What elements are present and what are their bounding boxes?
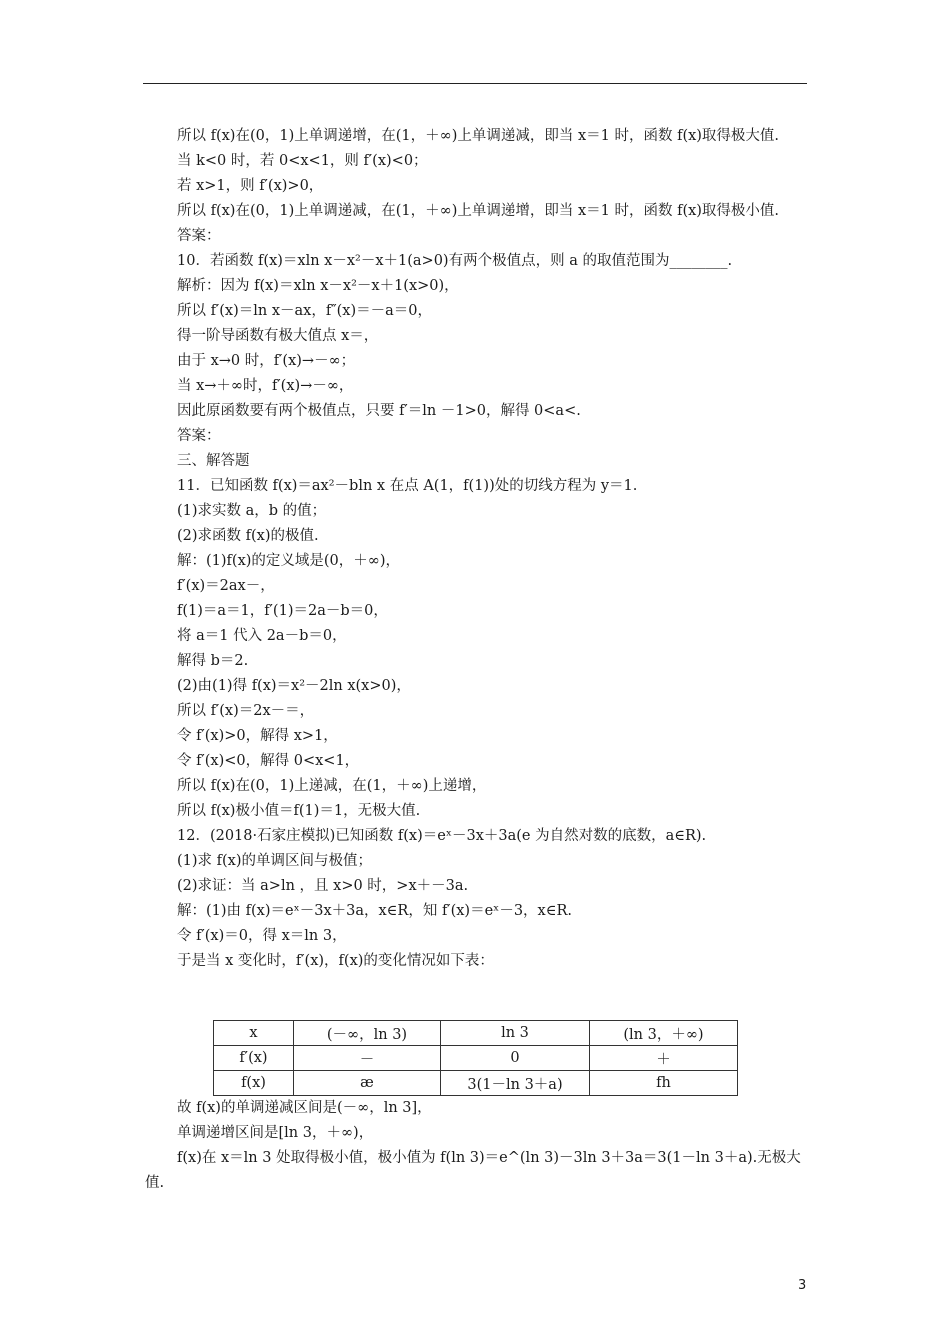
text-line: (2)求证：当 a>ln ，且 x>0 时，>x＋－3a. xyxy=(177,878,469,894)
text-line: f′(x)＝2ax－， xyxy=(177,578,275,594)
table-cell: － xyxy=(294,1046,441,1071)
text-line: 于是当 x 变化时，f′(x)，f(x)的变化情况如下表： xyxy=(177,953,494,969)
text-line: 答案： xyxy=(177,228,221,244)
solution-text-top xyxy=(145,124,810,974)
text-line: (1)求 f(x)的单调区间与极值； xyxy=(177,853,373,869)
text-line: 所以 f(x)在(0，1)上单调递增，在(1，＋∞)上单调递减，即当 x＝1 时，函数 f(x)取得极大值. xyxy=(177,128,780,144)
text-line: 得一阶导函数有极大值点 x＝， xyxy=(177,328,379,344)
text-line: 10．若函数 f(x)＝xln x－x²－x＋1(a>0)有两个极值点，则 a 的取值范围为________. xyxy=(177,253,733,269)
table-header-row xyxy=(214,1021,738,1046)
variation-table xyxy=(213,1020,738,1096)
text-line: 所以 f(x)极小值＝f(1)＝1，无极大值. xyxy=(177,803,421,819)
text-line: 当 x→＋∞时，f′(x)→－∞， xyxy=(177,378,354,394)
table-cell: x xyxy=(214,1021,294,1046)
text-line: (2)由(1)得 f(x)＝x²－2ln x(x>0)， xyxy=(177,678,411,694)
table-row xyxy=(214,1046,738,1071)
text-line: 令 f′(x)<0，解得 0<x<1， xyxy=(177,753,360,769)
table-cell: (ln 3，＋∞) xyxy=(590,1021,738,1046)
text-line: 解得 b＝2. xyxy=(177,653,249,669)
header-rule xyxy=(143,83,807,84)
solution-text-bottom xyxy=(145,1096,810,1196)
text-line: f(x)在 x＝ln 3 处取得极小值，极小值为 f(ln 3)＝e^(ln 3)－3ln 3＋3a＝3(1－ln 3＋a).无极大值. xyxy=(145,1150,801,1191)
text-line: 解析：因为 f(x)＝xln x－x²－x＋1(x>0)， xyxy=(177,278,459,294)
text-line: 所以 f′(x)＝2x－＝， xyxy=(177,703,315,719)
text-line: 因此原函数要有两个极值点，只要 f′＝ln －1>0，解得 0<a<. xyxy=(177,403,581,419)
table-row xyxy=(214,1071,738,1096)
text-line: 解：(1)由 f(x)＝eˣ－3x＋3a，x∈R，知 f′(x)＝eˣ－3，x∈R. xyxy=(177,903,572,919)
text-line: 当 k<0 时，若 0<x<1，则 f′(x)<0； xyxy=(177,153,428,169)
text-line: 若 x>1，则 f′(x)>0， xyxy=(177,178,324,194)
table-cell: 0 xyxy=(441,1046,590,1071)
text-line: 12．(2018·石家庄模拟)已知函数 f(x)＝eˣ－3x＋3a(e 为自然对数的底数，a∈R). xyxy=(177,828,707,844)
table-cell: f′(x) xyxy=(214,1046,294,1071)
text-line: 所以 f′(x)＝ln x－ax，f″(x)＝－a＝0， xyxy=(177,303,432,319)
text-line: f(1)＝a＝1，f′(1)＝2a－b＝0， xyxy=(177,603,388,619)
text-line: 11．已知函数 f(x)＝ax²－bln x 在点 A(1，f(1))处的切线方程为 y＝1. xyxy=(177,478,638,494)
page-number: 3 xyxy=(798,1278,807,1293)
table-cell: æ xyxy=(294,1071,441,1096)
table-cell: ＋ xyxy=(590,1046,738,1071)
text-line: 单调递增区间是[ln 3，＋∞)， xyxy=(177,1125,374,1141)
text-line: 解：(1)f(x)的定义域是(0，＋∞)， xyxy=(177,553,401,569)
table-cell: (－∞，ln 3) xyxy=(294,1021,441,1046)
text-line: 令 f′(x)>0，解得 x>1， xyxy=(177,728,338,744)
text-line: 将 a＝1 代入 2a－b＝0， xyxy=(177,628,347,644)
table-cell: ln 3 xyxy=(441,1021,590,1046)
text-line: 故 f(x)的单调递减区间是(－∞，ln 3]， xyxy=(177,1100,432,1116)
text-line: 所以 f(x)在(0，1)上单调递减，在(1，＋∞)上单调递增，即当 x＝1 时，函数 f(x)取得极小值. xyxy=(177,203,780,219)
text-line: 由于 x→0 时，f′(x)→－∞； xyxy=(177,353,356,369)
text-line: 三、解答题 xyxy=(177,453,250,469)
text-line: 答案： xyxy=(177,428,221,444)
text-line: 所以 f(x)在(0，1)上递减，在(1，＋∞)上递增， xyxy=(177,778,487,794)
text-line: 令 f′(x)＝0，得 x＝ln 3， xyxy=(177,928,347,944)
text-line: (2)求函数 f(x)的极值. xyxy=(177,528,319,544)
text-line: (1)求实数 a，b 的值； xyxy=(177,503,327,519)
table-cell: fh xyxy=(590,1071,738,1096)
table-cell: 3(1－ln 3＋a) xyxy=(441,1071,590,1096)
table-cell: f(x) xyxy=(214,1071,294,1096)
